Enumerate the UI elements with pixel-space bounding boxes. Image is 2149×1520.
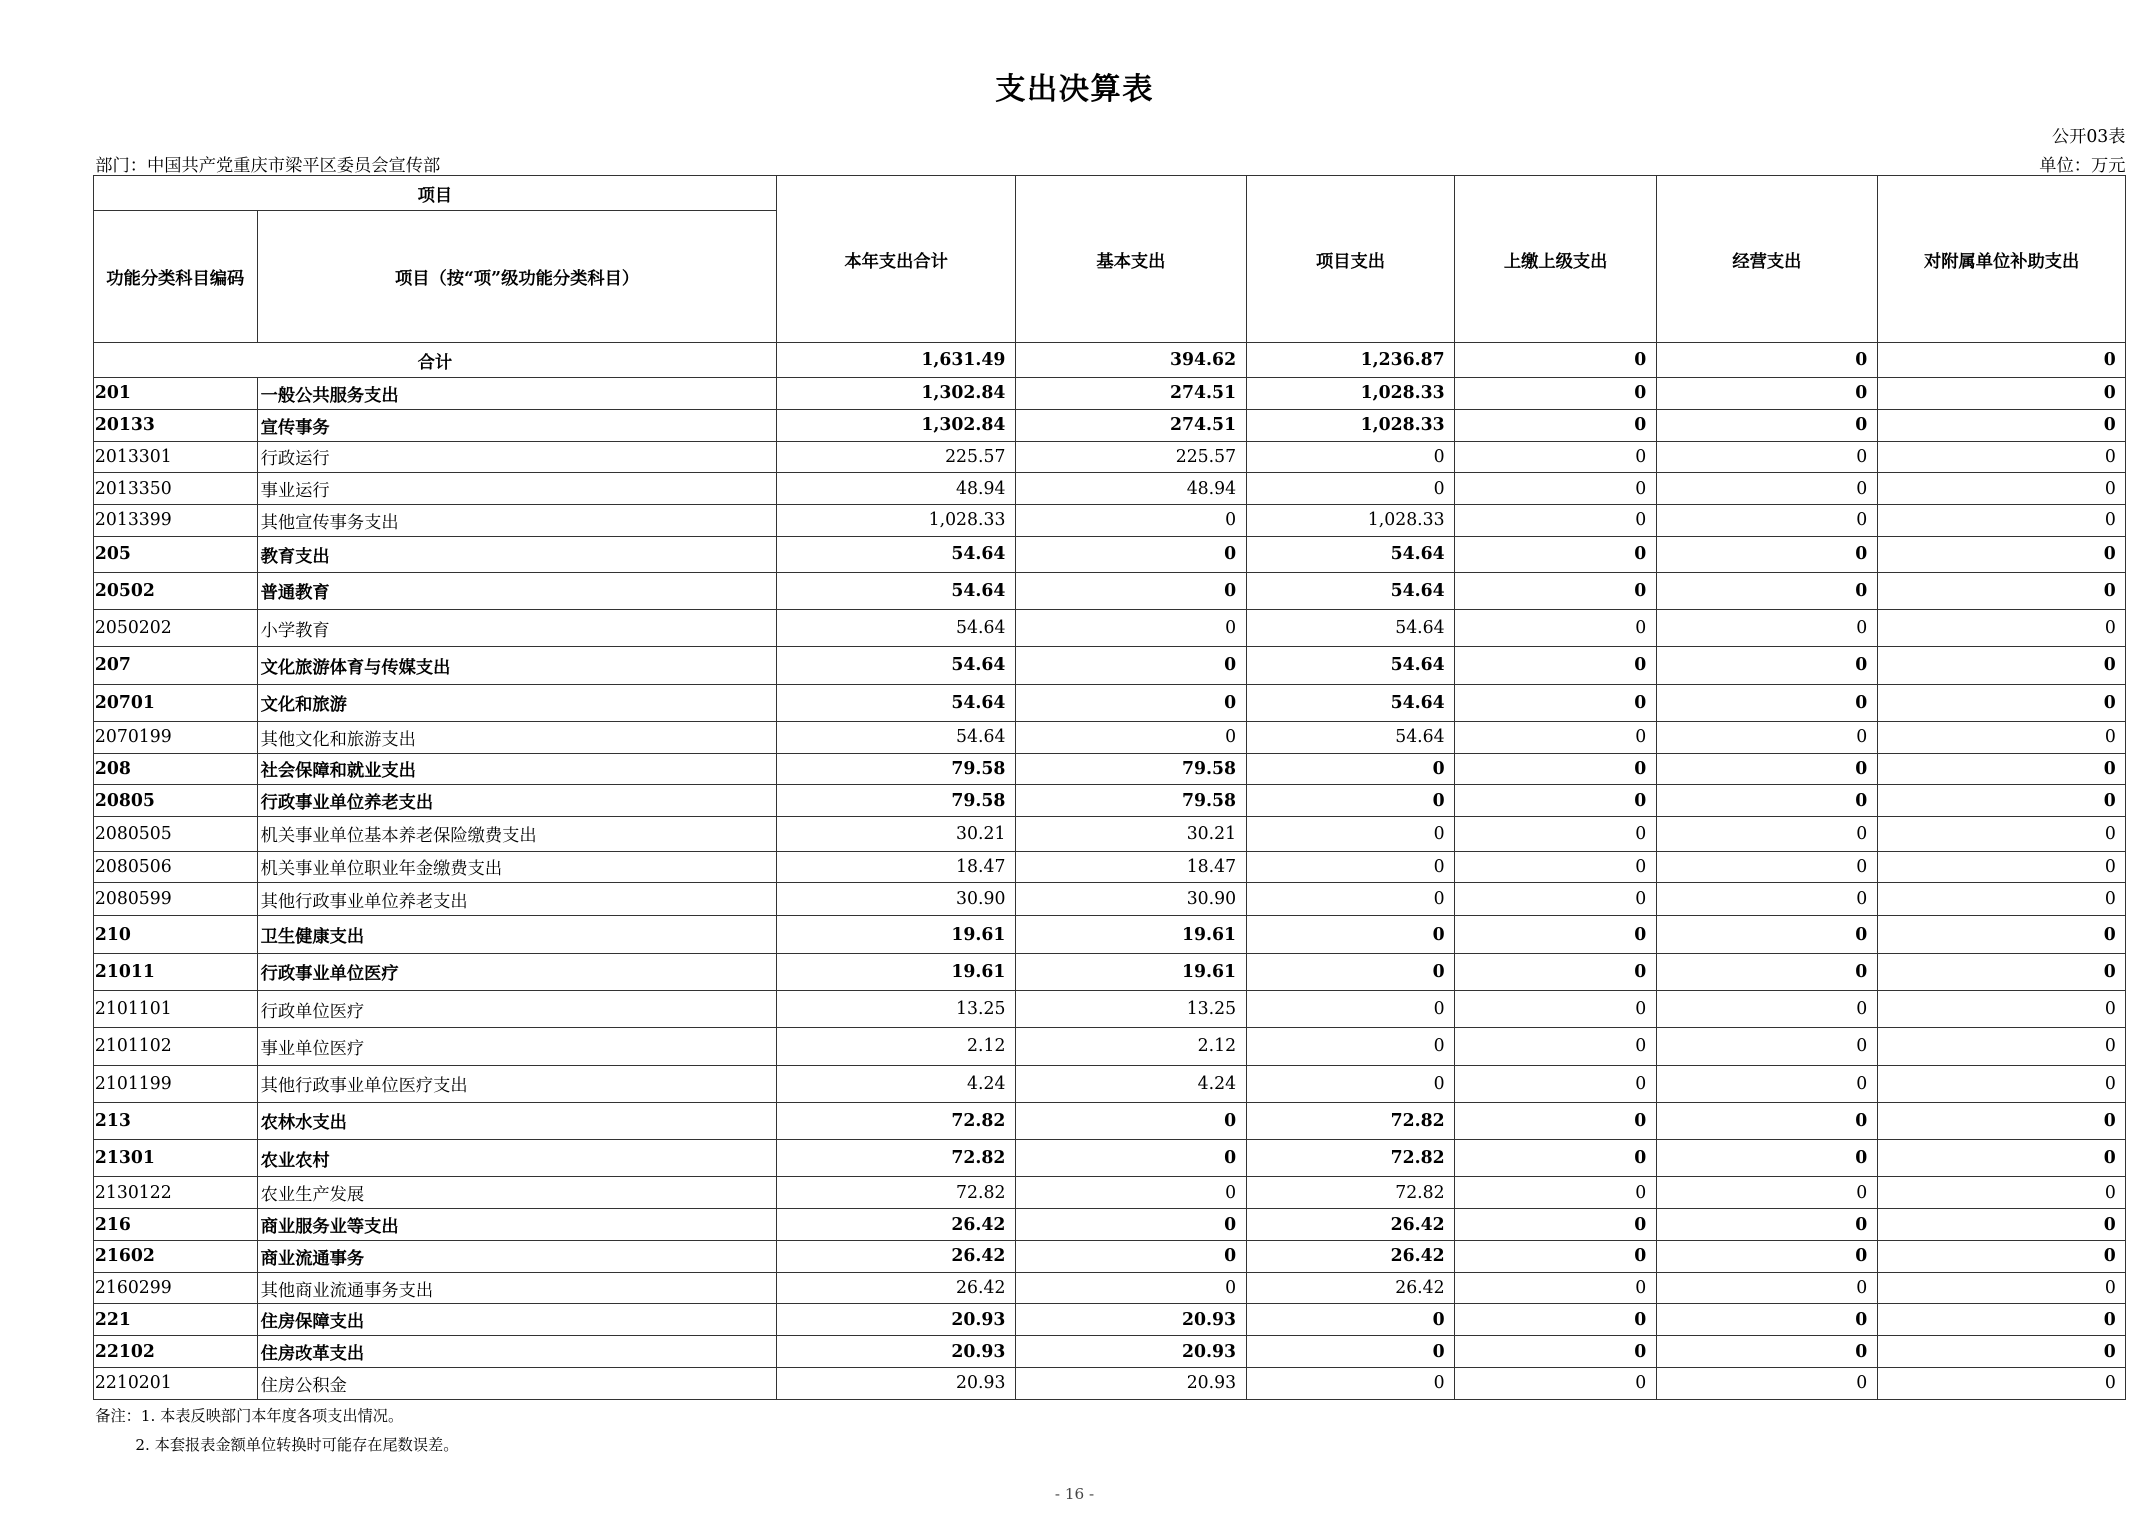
row-business: 0 bbox=[1656, 1240, 1877, 1272]
row-subsidy: 0 bbox=[1877, 684, 2126, 721]
row-upper: 0 bbox=[1455, 883, 1657, 916]
row-basic: 48.94 bbox=[1016, 473, 1247, 505]
row-name: 行政单位医疗 bbox=[257, 991, 776, 1028]
table-row bbox=[93, 851, 2126, 883]
row-name: 一般公共服务支出 bbox=[257, 378, 776, 410]
row-item: 26.42 bbox=[1246, 1209, 1455, 1241]
row-business: 0 bbox=[1656, 572, 1877, 609]
row-upper: 0 bbox=[1455, 647, 1657, 684]
row-upper: 0 bbox=[1455, 1240, 1657, 1272]
table-row bbox=[93, 1240, 2126, 1272]
row-subsidy: 0 bbox=[1877, 378, 2126, 410]
row-basic: 0 bbox=[1016, 1140, 1247, 1177]
row-total: 54.64 bbox=[777, 572, 1016, 609]
row-subsidy: 0 bbox=[1877, 505, 2126, 537]
table-row bbox=[93, 785, 2126, 817]
row-basic: 20.93 bbox=[1016, 1367, 1247, 1399]
row-total: 20.93 bbox=[777, 1367, 1016, 1399]
row-name: 卫生健康支出 bbox=[257, 916, 776, 953]
row-name: 事业运行 bbox=[257, 473, 776, 505]
row-item: 0 bbox=[1246, 473, 1455, 505]
row-total: 30.90 bbox=[777, 883, 1016, 916]
total-basic: 394.62 bbox=[1016, 343, 1247, 378]
row-item: 54.64 bbox=[1246, 684, 1455, 721]
row-total: 54.64 bbox=[777, 647, 1016, 684]
row-upper: 0 bbox=[1455, 378, 1657, 410]
row-item: 54.64 bbox=[1246, 572, 1455, 609]
row-subsidy: 0 bbox=[1877, 647, 2126, 684]
row-item: 0 bbox=[1246, 1304, 1455, 1336]
row-code: 2070199 bbox=[93, 721, 257, 753]
row-name: 文化旅游体育与传媒支出 bbox=[257, 647, 776, 684]
row-item: 0 bbox=[1246, 817, 1455, 852]
row-item: 0 bbox=[1246, 953, 1455, 990]
row-basic: 79.58 bbox=[1016, 753, 1247, 785]
row-business: 0 bbox=[1656, 1336, 1877, 1368]
row-name: 社会保障和就业支出 bbox=[257, 753, 776, 785]
row-business: 0 bbox=[1656, 753, 1877, 785]
row-basic: 0 bbox=[1016, 1102, 1247, 1139]
row-total: 79.58 bbox=[777, 785, 1016, 817]
page-title: 支出决算表 bbox=[995, 70, 1154, 107]
row-name: 机关事业单位职业年金缴费支出 bbox=[257, 851, 776, 883]
row-subsidy: 0 bbox=[1877, 473, 2126, 505]
row-name: 商业服务业等支出 bbox=[257, 1209, 776, 1241]
row-business: 0 bbox=[1656, 1028, 1877, 1065]
table-row bbox=[93, 817, 2126, 852]
row-item: 54.64 bbox=[1246, 721, 1455, 753]
row-total: 1,028.33 bbox=[777, 505, 1016, 537]
row-basic: 0 bbox=[1016, 536, 1247, 572]
table-row bbox=[93, 1140, 2126, 1177]
expenditure-table bbox=[93, 175, 2127, 1399]
row-upper: 0 bbox=[1455, 409, 1657, 441]
table-row bbox=[93, 1065, 2126, 1102]
row-total: 19.61 bbox=[777, 916, 1016, 953]
row-item: 0 bbox=[1246, 1336, 1455, 1368]
row-subsidy: 0 bbox=[1877, 721, 2126, 753]
row-name: 农业生产发展 bbox=[257, 1177, 776, 1209]
row-business: 0 bbox=[1656, 536, 1877, 572]
row-total: 48.94 bbox=[777, 473, 1016, 505]
row-subsidy: 0 bbox=[1877, 817, 2126, 852]
row-subsidy: 0 bbox=[1877, 1272, 2126, 1304]
row-name: 行政事业单位养老支出 bbox=[257, 785, 776, 817]
row-business: 0 bbox=[1656, 721, 1877, 753]
row-code: 2080599 bbox=[93, 883, 257, 916]
department-label: 部门：中国共产党重庆市梁平区委员会宣传部 bbox=[95, 155, 441, 176]
row-basic: 19.61 bbox=[1016, 916, 1247, 953]
row-code: 2080505 bbox=[93, 817, 257, 852]
table-row bbox=[93, 441, 2126, 473]
row-upper: 0 bbox=[1455, 505, 1657, 537]
row-name: 其他行政事业单位医疗支出 bbox=[257, 1065, 776, 1102]
row-name: 农业农村 bbox=[257, 1140, 776, 1177]
row-total: 19.61 bbox=[777, 953, 1016, 990]
row-upper: 0 bbox=[1455, 572, 1657, 609]
row-total: 2.12 bbox=[777, 1028, 1016, 1065]
table-row bbox=[93, 505, 2126, 537]
row-name: 农林水支出 bbox=[257, 1102, 776, 1139]
row-code: 20805 bbox=[93, 785, 257, 817]
row-upper: 0 bbox=[1455, 473, 1657, 505]
form-number: 公开03表 bbox=[2051, 126, 2126, 147]
row-name: 机关事业单位基本养老保险缴费支出 bbox=[257, 817, 776, 852]
row-item: 0 bbox=[1246, 785, 1455, 817]
row-subsidy: 0 bbox=[1877, 1367, 2126, 1399]
row-total: 30.21 bbox=[777, 817, 1016, 852]
row-total: 26.42 bbox=[777, 1272, 1016, 1304]
row-business: 0 bbox=[1656, 1102, 1877, 1139]
table-row bbox=[93, 721, 2126, 753]
row-business: 0 bbox=[1656, 473, 1877, 505]
total-total: 1,631.49 bbox=[777, 343, 1016, 378]
row-total: 4.24 bbox=[777, 1065, 1016, 1102]
row-upper: 0 bbox=[1455, 609, 1657, 646]
row-name: 小学教育 bbox=[257, 609, 776, 646]
row-subsidy: 0 bbox=[1877, 1336, 2126, 1368]
row-subsidy: 0 bbox=[1877, 1304, 2126, 1336]
row-item: 1,028.33 bbox=[1246, 378, 1455, 410]
row-code: 2013301 bbox=[93, 441, 257, 473]
table-row bbox=[93, 991, 2126, 1028]
row-upper: 0 bbox=[1455, 851, 1657, 883]
row-subsidy: 0 bbox=[1877, 953, 2126, 990]
row-code: 2080506 bbox=[93, 851, 257, 883]
row-name: 行政事业单位医疗 bbox=[257, 953, 776, 990]
row-item: 54.64 bbox=[1246, 647, 1455, 684]
row-upper: 0 bbox=[1455, 684, 1657, 721]
table-row bbox=[93, 1272, 2126, 1304]
row-total: 13.25 bbox=[777, 991, 1016, 1028]
row-upper: 0 bbox=[1455, 536, 1657, 572]
row-code: 21301 bbox=[93, 1140, 257, 1177]
row-basic: 0 bbox=[1016, 609, 1247, 646]
header-project: 项目 bbox=[93, 176, 777, 211]
row-business: 0 bbox=[1656, 916, 1877, 953]
row-item: 0 bbox=[1246, 916, 1455, 953]
row-total: 1,302.84 bbox=[777, 409, 1016, 441]
row-item: 0 bbox=[1246, 991, 1455, 1028]
row-basic: 274.51 bbox=[1016, 409, 1247, 441]
row-item: 72.82 bbox=[1246, 1140, 1455, 1177]
row-subsidy: 0 bbox=[1877, 572, 2126, 609]
row-business: 0 bbox=[1656, 883, 1877, 916]
row-code: 216 bbox=[93, 1209, 257, 1241]
row-total: 72.82 bbox=[777, 1177, 1016, 1209]
row-item: 0 bbox=[1246, 851, 1455, 883]
row-basic: 0 bbox=[1016, 721, 1247, 753]
row-basic: 0 bbox=[1016, 647, 1247, 684]
row-upper: 0 bbox=[1455, 953, 1657, 990]
row-upper: 0 bbox=[1455, 1065, 1657, 1102]
row-business: 0 bbox=[1656, 505, 1877, 537]
row-name: 行政运行 bbox=[257, 441, 776, 473]
row-business: 0 bbox=[1656, 441, 1877, 473]
row-total: 54.64 bbox=[777, 536, 1016, 572]
table-row bbox=[93, 409, 2126, 441]
row-upper: 0 bbox=[1455, 441, 1657, 473]
table-row bbox=[93, 883, 2126, 916]
row-item: 26.42 bbox=[1246, 1240, 1455, 1272]
row-subsidy: 0 bbox=[1877, 1177, 2126, 1209]
row-business: 0 bbox=[1656, 991, 1877, 1028]
row-code: 20133 bbox=[93, 409, 257, 441]
header-subsidy: 对附属单位补助支出 bbox=[1877, 176, 2126, 343]
header-business: 经营支出 bbox=[1656, 176, 1877, 343]
row-upper: 0 bbox=[1455, 817, 1657, 852]
row-total: 54.64 bbox=[777, 721, 1016, 753]
row-total: 26.42 bbox=[777, 1209, 1016, 1241]
header-item: 项目支出 bbox=[1246, 176, 1455, 343]
header-code: 功能分类科目编码 bbox=[93, 210, 257, 343]
row-subsidy: 0 bbox=[1877, 536, 2126, 572]
row-code: 2210201 bbox=[93, 1367, 257, 1399]
row-business: 0 bbox=[1656, 1140, 1877, 1177]
row-total: 18.47 bbox=[777, 851, 1016, 883]
row-code: 20701 bbox=[93, 684, 257, 721]
row-item: 54.64 bbox=[1246, 609, 1455, 646]
row-total: 20.93 bbox=[777, 1304, 1016, 1336]
table-row bbox=[93, 1209, 2126, 1241]
row-basic: 0 bbox=[1016, 1209, 1247, 1241]
row-name: 其他商业流通事务支出 bbox=[257, 1272, 776, 1304]
row-upper: 0 bbox=[1455, 1304, 1657, 1336]
row-upper: 0 bbox=[1455, 991, 1657, 1028]
row-code: 2101102 bbox=[93, 1028, 257, 1065]
row-business: 0 bbox=[1656, 609, 1877, 646]
row-basic: 79.58 bbox=[1016, 785, 1247, 817]
row-basic: 20.93 bbox=[1016, 1336, 1247, 1368]
row-name: 其他宣传事务支出 bbox=[257, 505, 776, 537]
row-business: 0 bbox=[1656, 1367, 1877, 1399]
row-code: 2013350 bbox=[93, 473, 257, 505]
row-basic: 0 bbox=[1016, 1177, 1247, 1209]
row-subsidy: 0 bbox=[1877, 1140, 2126, 1177]
header-basic: 基本支出 bbox=[1016, 176, 1247, 343]
row-upper: 0 bbox=[1455, 1209, 1657, 1241]
row-subsidy: 0 bbox=[1877, 1028, 2126, 1065]
row-code: 210 bbox=[93, 916, 257, 953]
table-row bbox=[93, 536, 2126, 572]
row-code: 2130122 bbox=[93, 1177, 257, 1209]
row-name: 商业流通事务 bbox=[257, 1240, 776, 1272]
row-basic: 19.61 bbox=[1016, 953, 1247, 990]
table-row bbox=[93, 378, 2126, 410]
row-upper: 0 bbox=[1455, 1102, 1657, 1139]
page-number: - 16 - bbox=[1054, 1484, 1095, 1503]
row-code: 208 bbox=[93, 753, 257, 785]
row-total: 79.58 bbox=[777, 753, 1016, 785]
row-business: 0 bbox=[1656, 785, 1877, 817]
row-subsidy: 0 bbox=[1877, 409, 2126, 441]
row-business: 0 bbox=[1656, 1209, 1877, 1241]
row-basic: 4.24 bbox=[1016, 1065, 1247, 1102]
row-code: 20502 bbox=[93, 572, 257, 609]
row-item: 72.82 bbox=[1246, 1102, 1455, 1139]
note-1: 备注：1. 本表反映部门本年度各项支出情况。 bbox=[95, 1406, 404, 1425]
table-row bbox=[93, 609, 2126, 646]
row-subsidy: 0 bbox=[1877, 991, 2126, 1028]
row-subsidy: 0 bbox=[1877, 883, 2126, 916]
table-row bbox=[93, 953, 2126, 990]
row-basic: 30.90 bbox=[1016, 883, 1247, 916]
row-subsidy: 0 bbox=[1877, 609, 2126, 646]
row-upper: 0 bbox=[1455, 1177, 1657, 1209]
row-basic: 20.93 bbox=[1016, 1304, 1247, 1336]
row-code: 2050202 bbox=[93, 609, 257, 646]
row-upper: 0 bbox=[1455, 1028, 1657, 1065]
row-basic: 18.47 bbox=[1016, 851, 1247, 883]
row-subsidy: 0 bbox=[1877, 916, 2126, 953]
table-row bbox=[93, 1177, 2126, 1209]
row-upper: 0 bbox=[1455, 785, 1657, 817]
row-total: 54.64 bbox=[777, 609, 1016, 646]
row-item: 0 bbox=[1246, 1065, 1455, 1102]
row-item: 72.82 bbox=[1246, 1177, 1455, 1209]
row-item: 26.42 bbox=[1246, 1272, 1455, 1304]
row-code: 2101101 bbox=[93, 991, 257, 1028]
row-upper: 0 bbox=[1455, 1367, 1657, 1399]
row-upper: 0 bbox=[1455, 753, 1657, 785]
row-item: 54.64 bbox=[1246, 536, 1455, 572]
header-total: 本年支出合计 bbox=[777, 176, 1016, 343]
row-name: 其他行政事业单位养老支出 bbox=[257, 883, 776, 916]
row-name: 其他文化和旅游支出 bbox=[257, 721, 776, 753]
row-total: 54.64 bbox=[777, 684, 1016, 721]
table-row bbox=[93, 647, 2126, 684]
table-body bbox=[93, 343, 2126, 1399]
row-code: 2160299 bbox=[93, 1272, 257, 1304]
table-row bbox=[93, 684, 2126, 721]
row-code: 21602 bbox=[93, 1240, 257, 1272]
row-total: 225.57 bbox=[777, 441, 1016, 473]
row-basic: 0 bbox=[1016, 572, 1247, 609]
row-business: 0 bbox=[1656, 1304, 1877, 1336]
row-total: 26.42 bbox=[777, 1240, 1016, 1272]
row-subsidy: 0 bbox=[1877, 785, 2126, 817]
table-row bbox=[93, 1336, 2126, 1368]
row-name: 宣传事务 bbox=[257, 409, 776, 441]
row-code: 213 bbox=[93, 1102, 257, 1139]
row-business: 0 bbox=[1656, 817, 1877, 852]
table-row bbox=[93, 753, 2126, 785]
table-row bbox=[93, 572, 2126, 609]
row-code: 207 bbox=[93, 647, 257, 684]
row-code: 221 bbox=[93, 1304, 257, 1336]
header-upper: 上缴上级支出 bbox=[1455, 176, 1657, 343]
row-name: 住房保障支出 bbox=[257, 1304, 776, 1336]
row-code: 205 bbox=[93, 536, 257, 572]
total-subsidy: 0 bbox=[1877, 343, 2126, 378]
table-row bbox=[93, 1028, 2126, 1065]
total-business: 0 bbox=[1656, 343, 1877, 378]
row-subsidy: 0 bbox=[1877, 753, 2126, 785]
total-label: 合计 bbox=[93, 343, 777, 378]
row-total: 72.82 bbox=[777, 1102, 1016, 1139]
row-subsidy: 0 bbox=[1877, 1065, 2126, 1102]
row-item: 0 bbox=[1246, 441, 1455, 473]
row-subsidy: 0 bbox=[1877, 1240, 2126, 1272]
row-basic: 2.12 bbox=[1016, 1028, 1247, 1065]
row-basic: 0 bbox=[1016, 1240, 1247, 1272]
row-basic: 0 bbox=[1016, 1272, 1247, 1304]
row-total: 72.82 bbox=[777, 1140, 1016, 1177]
table-row bbox=[93, 1304, 2126, 1336]
row-name: 普通教育 bbox=[257, 572, 776, 609]
table-row bbox=[93, 1102, 2126, 1139]
row-code: 21011 bbox=[93, 953, 257, 990]
row-item: 0 bbox=[1246, 883, 1455, 916]
notes bbox=[95, 1402, 458, 1460]
row-business: 0 bbox=[1656, 378, 1877, 410]
row-total: 20.93 bbox=[777, 1336, 1016, 1368]
row-business: 0 bbox=[1656, 1065, 1877, 1102]
row-item: 0 bbox=[1246, 1367, 1455, 1399]
row-item: 1,028.33 bbox=[1246, 505, 1455, 537]
row-upper: 0 bbox=[1455, 1272, 1657, 1304]
row-upper: 0 bbox=[1455, 1140, 1657, 1177]
row-business: 0 bbox=[1656, 851, 1877, 883]
total-row bbox=[93, 343, 2126, 378]
row-upper: 0 bbox=[1455, 1336, 1657, 1368]
unit-label: 单位：万元 bbox=[2039, 155, 2126, 176]
row-name: 住房改革支出 bbox=[257, 1336, 776, 1368]
row-item: 0 bbox=[1246, 753, 1455, 785]
row-code: 22102 bbox=[93, 1336, 257, 1368]
row-code: 2101199 bbox=[93, 1065, 257, 1102]
row-name: 事业单位医疗 bbox=[257, 1028, 776, 1065]
row-basic: 0 bbox=[1016, 684, 1247, 721]
row-subsidy: 0 bbox=[1877, 441, 2126, 473]
row-basic: 0 bbox=[1016, 505, 1247, 537]
row-code: 201 bbox=[93, 378, 257, 410]
row-basic: 274.51 bbox=[1016, 378, 1247, 410]
row-basic: 13.25 bbox=[1016, 991, 1247, 1028]
header-name: 项目（按“项”级功能分类科目） bbox=[257, 210, 776, 343]
row-business: 0 bbox=[1656, 1272, 1877, 1304]
table-row bbox=[93, 1367, 2126, 1399]
row-business: 0 bbox=[1656, 1177, 1877, 1209]
row-subsidy: 0 bbox=[1877, 1102, 2126, 1139]
note-2: 2. 本套报表金额单位转换时可能存在尾数误差。 bbox=[135, 1435, 459, 1454]
row-code: 2013399 bbox=[93, 505, 257, 537]
total-item: 1,236.87 bbox=[1246, 343, 1455, 378]
row-name: 文化和旅游 bbox=[257, 684, 776, 721]
row-name: 教育支出 bbox=[257, 536, 776, 572]
row-business: 0 bbox=[1656, 953, 1877, 990]
table-row bbox=[93, 473, 2126, 505]
row-total: 1,302.84 bbox=[777, 378, 1016, 410]
row-business: 0 bbox=[1656, 684, 1877, 721]
total-upper: 0 bbox=[1455, 343, 1657, 378]
row-subsidy: 0 bbox=[1877, 851, 2126, 883]
row-basic: 225.57 bbox=[1016, 441, 1247, 473]
row-item: 1,028.33 bbox=[1246, 409, 1455, 441]
row-item: 0 bbox=[1246, 1028, 1455, 1065]
row-upper: 0 bbox=[1455, 916, 1657, 953]
row-business: 0 bbox=[1656, 409, 1877, 441]
row-name: 住房公积金 bbox=[257, 1367, 776, 1399]
row-basic: 30.21 bbox=[1016, 817, 1247, 852]
row-subsidy: 0 bbox=[1877, 1209, 2126, 1241]
row-upper: 0 bbox=[1455, 721, 1657, 753]
row-business: 0 bbox=[1656, 647, 1877, 684]
table-row bbox=[93, 916, 2126, 953]
